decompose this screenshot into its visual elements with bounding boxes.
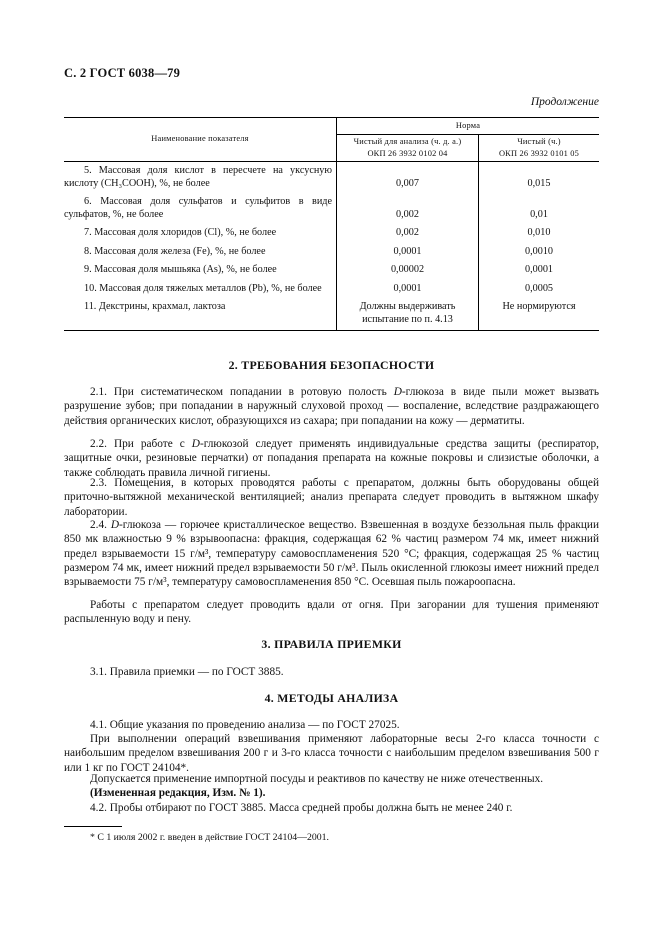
paragraph-4-1: 4.1. Общие указания по проведению анализа — по ГОСТ 27025. <box>90 719 400 731</box>
table-row <box>64 242 599 261</box>
table-row <box>64 162 599 193</box>
footnote: * С 1 июля 2002 г. введен в действие ГОСТ 24104—2001. <box>90 832 329 843</box>
paragraph-2-3: 2.3. Помещения, в которых проводятся работы с препаратом, должны быть оборудованы общей приточно-вытяжной механической вентиляцией; анализ препарата следует проводить в вытяжном шкафу лаборатории. <box>64 477 599 518</box>
row-value-col2: 0,0005 <box>524 282 553 294</box>
row-value-col2: 0,015 <box>527 177 551 189</box>
row-value-col1: 0,007 <box>337 162 479 193</box>
row-name: 9. Массовая доля мышьяка (As), %, не более <box>64 260 337 279</box>
paragraph-2-5: Работы с препаратом следует проводить вдали от огня. При загорании для тушения применяют распыленную воду и пену. <box>64 599 599 626</box>
table-header-col1: Чистый для анализа (ч. д. а.) ОКП 26 3932 0102 04 <box>337 135 479 162</box>
paragraph-4-1-imports: Допускается применение импортной посуды и реактивов по качеству не ниже отечественных. <box>90 773 544 785</box>
row-value-col1: Должны выдерживать испытание по п. 4.13 <box>337 297 479 331</box>
section-3-title: 3. ПРАВИЛА ПРИЕМКИ <box>261 637 402 651</box>
row-value-col2: Не нормируются <box>479 297 600 331</box>
row-value-col1: 0,002 <box>337 223 479 242</box>
row-value-col1: 0,0001 <box>337 242 479 261</box>
section-4-title: 4. МЕТОДЫ АНАЛИЗА <box>264 691 399 705</box>
table-row <box>64 192 599 223</box>
row-value-col1: 0,0001 <box>337 279 479 298</box>
paragraph-3-1: 3.1. Правила приемки — по ГОСТ 3885. <box>90 666 284 678</box>
row-value-col2: 0,010 <box>527 227 551 238</box>
paragraph-2-1: 2.1. При систематическом попадании в ротовую полость D-глюкоза в виде пыли может вызвать разрушение зубов; при попадании в наружный слуховой проход — воспаление, вследствие раздражающего действия органических кислот, образующихся из сахара; при попадании на кожу — дерматиты. <box>64 386 599 427</box>
continuation-label: Продолжение <box>530 96 599 108</box>
row-name: 6. Массовая доля сульфатов и сульфитов в виде сульфатов, %, не более <box>64 192 337 223</box>
row-name: 5. Массовая доля кислот в пересчете на уксусную кислоту (CH₃COOH), %, не более <box>64 162 337 193</box>
row-value-col2: 0,0001 <box>524 264 553 275</box>
paragraph-2-2: 2.2. При работе с D-глюкозой следует применять индивидуальные средства защиты (респиратор, защитные очки, резиновые перчатки) от попадания препарата на кожные покровы и слизистые оболочки, а также соблюдать правила личной гигиены. <box>64 438 599 479</box>
amendment-note: (Измененная редакция, Изм. № 1). <box>90 787 266 799</box>
paragraph-2-4: 2.4. D-глюкоза — горючее кристаллическое вещество. Взвешенная в воздухе беззольная пыль фракции 850 мк влажностью 9 % взрывоопасна: фракция, содержащая 62 % частиц размером 74 мк, имеет нижний предел взрываемости 15 г/м³, температуру самовоспламенения 520 °С; фракция, содержащая 25 % частиц размером 74 мк, имеет нижний предел взрываемости 50 г/м³. Пыль окисленной глюкозы имеет нижний предел взрываемости 75 г/м³, температуру самовоспламенения 850 °С. Осевшая пыль пожароопасна. <box>64 519 599 589</box>
row-value-col2: 0,01 <box>530 208 548 220</box>
row-name: 8. Массовая доля железа (Fe), %, не более <box>64 242 337 261</box>
row-value-col1: 0,00002 <box>337 260 479 279</box>
footnote-divider <box>64 826 122 827</box>
table-row <box>64 297 599 331</box>
table-row <box>64 223 599 242</box>
page-header: С. 2 ГОСТ 6038—79 <box>64 66 181 80</box>
table-header-norm: Норма <box>337 118 600 135</box>
row-value-col1: 0,002 <box>337 192 479 223</box>
table-row <box>64 279 599 298</box>
paragraph-4-2: 4.2. Пробы отбирают по ГОСТ 3885. Масса средней пробы должна быть не менее 240 г. <box>90 802 513 814</box>
row-name: 10. Массовая доля тяжелых металлов (Pb), %, не более <box>64 279 337 298</box>
table-header-name: Наименование показателя <box>64 118 337 162</box>
row-name: 7. Массовая доля хлоридов (Cl), %, не более <box>64 223 337 242</box>
table-row <box>64 260 599 279</box>
table-header-col2: Чистый (ч.) ОКП 26 3932 0101 05 <box>479 135 600 162</box>
row-value-col2: 0,0010 <box>524 245 553 257</box>
row-name: 11. Декстрины, крахмал, лактоза <box>64 297 337 331</box>
section-2-title: 2. ТРЕБОВАНИЯ БЕЗОПАСНОСТИ <box>228 358 435 372</box>
norm-table <box>64 117 599 331</box>
paragraph-4-1-weighing: При выполнении операций взвешивания применяют лабораторные весы 2-го класса точности с наибольшим пределом взвешивания 200 г и 3-го класса точности с наибольшим пределом взвешивания 500 г или 1 кг по ГОСТ 24104*. <box>64 733 599 774</box>
